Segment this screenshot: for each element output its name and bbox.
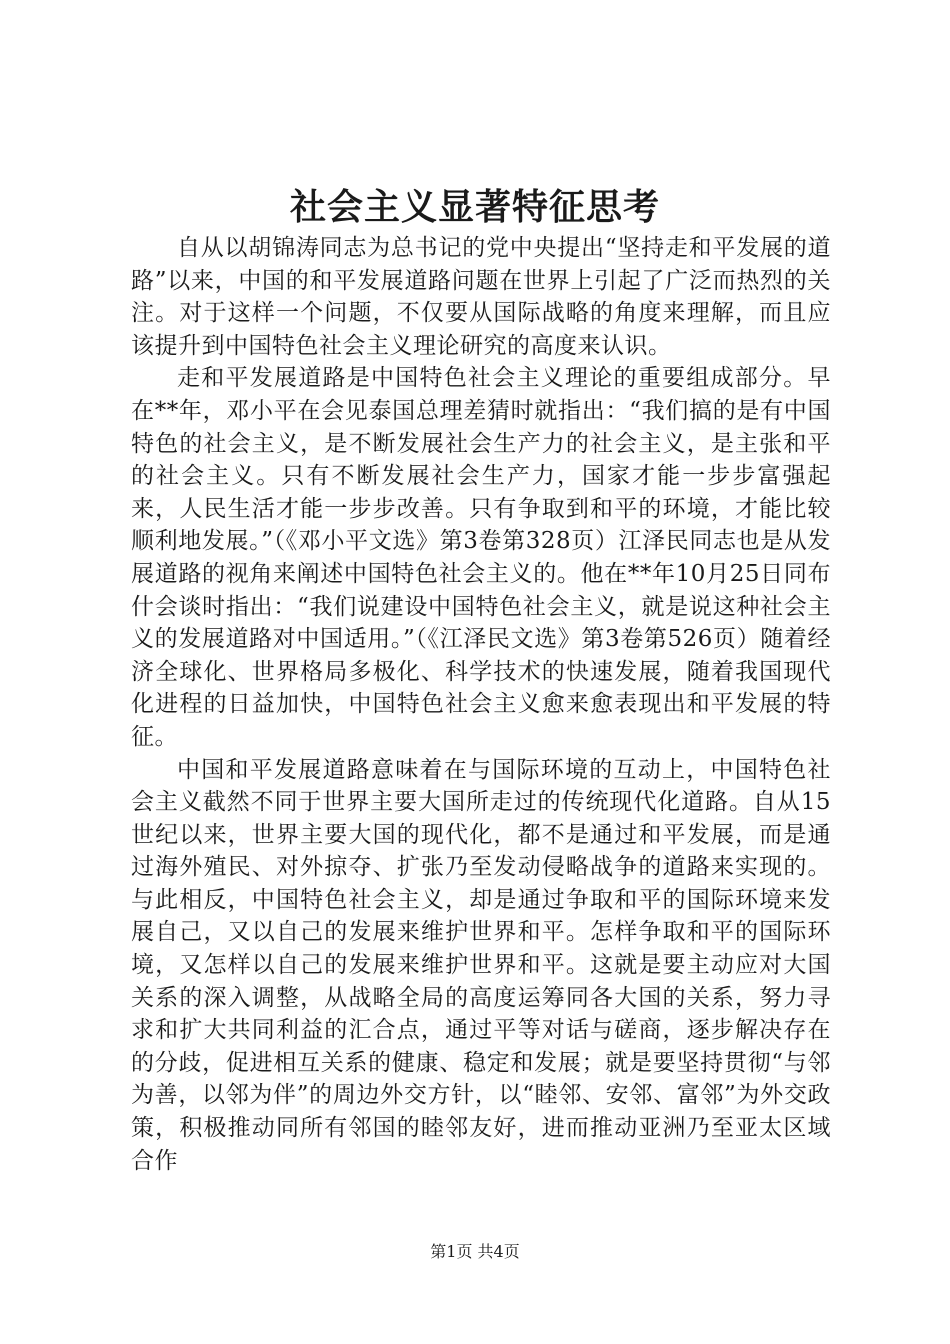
paragraph-2: 走和平发展道路是中国特色社会主义理论的重要组成部分。早在**年，邓小平在会见泰国总理差猜时就指出：“我们搞的是有中国特色的社会主义，是不断发展社会生产力的社会主义，是主张和平的社会主义。只有不断发展社会生产力，国家才能一步步富强起来，人民生活才能一步步改善。只有争取到和平的环境，才能比较顺利地发展。”（《邓小平文选》第3卷第328页）江泽民同志也是从发展道路的视角来阐述中国特色社会主义的。他在**年10月25日同布什会谈时指出：“我们说建设中国特色社会主义，就是说这种社会主义的发展道路对中国适用。”（《江泽民文选》第3卷第526页）随着经济全球化、世界格局多极化、科学技术的快速发展，随着我国现代化进程的日益加快，中国特色社会主义愈来愈表现出和平发展的特征。 — [131, 365, 831, 750]
page-number-footer: 第1页 共4页 — [430, 1242, 520, 1261]
paragraph-3: 中国和平发展道路意味着在与国际环境的互动上，中国特色社会主义截然不同于世界主要大国所走过的传统现代化道路。自从15世纪以来，世界主要大国的现代化，都不是通过和平发展，而是通过海外殖民、对外掠夺、扩张乃至发动侵略战争的道路来实现的。与此相反，中国特色社会主义，却是通过争取和平的国际环境来发展自己，又以自己的发展来维护世界和平。怎样争取和平的国际环境，又怎样以自己的发展来维护世界和平。这就是要主动应对大国关系的深入调整，从战略全局的高度运筹同各大国的关系，努力寻求和扩大共同利益的汇合点，通过平等对话与磋商，逐步解决存在的分歧，促进相互关系的健康、稳定和发展；就是要坚持贯彻“与邻为善，以邻为伴”的周边外交方针，以“睦邻、安邻、富邻”为外交政策，积极推动同所有邻国的睦邻友好，进而推动亚洲乃至亚太区域合作 — [131, 756, 831, 1174]
paragraph-1: 自从以胡锦涛同志为总书记的党中央提出“坚持走和平发展的道路”以来，中国的和平发展道路问题在世界上引起了广泛而热烈的关注。对于这样一个问题，不仅要从国际战略的角度来理解，而且应该提升到中国特色社会主义理论研究的高度来认识。 — [131, 235, 831, 359]
page-title: 社会主义显著特征思考 — [289, 186, 660, 228]
document-body — [131, 232, 831, 1177]
